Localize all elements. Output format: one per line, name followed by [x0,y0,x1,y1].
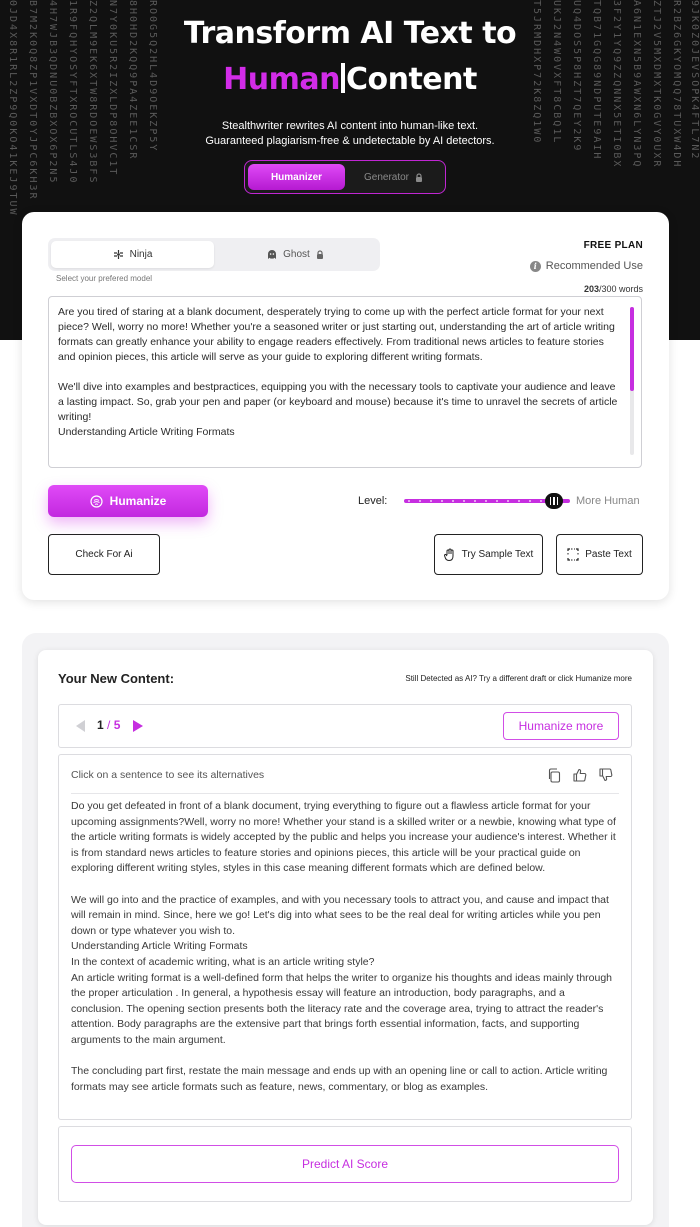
slider-tick [529,500,531,502]
output-sentence[interactable]: Understanding Article Writing Formats [71,940,248,953]
output-text-box [58,754,632,1120]
hero-title-rest: Content [345,62,477,97]
slider-tick [441,500,443,502]
hero-subtitle-line2: Guaranteed plagiarism-free & undetectable by AI detectors. [205,135,495,147]
text-cursor [341,63,345,93]
humanize-label: Humanize [109,494,167,508]
slider-tick [463,500,465,502]
matrix-decoration: 3F2Y1YQ9ZZQNNX5ETI0BX [611,0,622,169]
matrix-decoration: B7M2K0Q8ZP1VXDT0YJPC6KH3R [27,0,38,201]
draft-page-total: 5 [113,718,121,732]
thumbs-down-icon[interactable] [599,768,613,782]
model-ghost-label: Ghost [283,249,310,260]
check-for-ai-button[interactable] [48,534,160,575]
input-textarea[interactable] [48,296,642,468]
hero-title-line2 [0,62,700,97]
word-limit: /300 words [598,284,643,294]
info-icon: i [530,261,541,272]
hand-icon [444,548,456,561]
matrix-decoration: RO0G5Q2HL4D9OEKZP5Y [147,0,158,153]
output-sentence[interactable]: Do you get defeated in front of a blank document, trying everything to figure out a flawless article format for your upcoming assignments?Well, worry no more! Whether your stand is a skilled writer or a newbie, knowing what type of the article writing formats is widely accepted by the public and helps you increase your audience's interest. Whether it is from standard news articles to feature stories and opinions pieces, this article will be your practical guide on exploring different writing styles, styles in this case meaning different formats which are defined below. [71,800,616,875]
output-sentence[interactable]: We will go into and the practice of examples, and with you necessary tools to attract you, and cause and impact that will remain in mind. Since, here we go! Let's dig into what sees to be the real deal for writing articles while you pen down or type whatever you wish to. [71,893,609,937]
previous-draft-arrow-icon[interactable] [76,720,85,732]
output-sentence[interactable]: In the context of academic writing, what is an article writing style? [71,955,375,968]
recommended-use-label: Recommended Use [545,260,643,272]
output-sentence[interactable]: An article writing format is a well-defined form that helps the writer to organize his thoughts and ideas mainly through the proper articulation . In general, a hypothesis essay will feature an introduction, body paragraphs, and a conclusion. The opening section presents both the literacy rate and the coverage area, trying to attract the reader's attention. Body paragraphs are the extensive part that brings forth essential information, facts, and supporting arguments to the main argument. [71,971,613,1046]
lock-icon [415,173,423,182]
slider-tick [408,500,410,502]
ghost-icon [267,249,277,260]
level-slider[interactable] [404,496,570,506]
ninja-icon [113,249,124,260]
hero-title-line1: Transform AI Text to [183,16,517,51]
matrix-decoration: 0JD4X8R1RL2ZP9Q0KO41KEJ9TUW [7,0,18,217]
hero-subtitle-line1: Stealthwriter rewrites AI content into human-like text. [221,120,479,132]
draft-page-separator: / [107,718,111,732]
copy-icon[interactable] [547,768,561,783]
matrix-decoration: 4H7WJB3QDNU0BZBXOX6P2N5 [47,0,58,185]
humanize-more-button[interactable] [503,712,619,740]
slider-tick [540,500,542,502]
humanize-more-label: Humanize more [518,719,604,733]
matrix-decoration: Z2QLM9EK6XTW8RDOEWS3BFS [87,0,98,185]
matrix-decoration: 1R9FQHYOSYFTXROCUTLS4J0 [67,0,78,185]
output-card [38,650,653,1225]
level-value: More Human [576,495,640,507]
predict-section [58,1126,632,1202]
click-sentence-hint: Click on a sentence to see its alternatives [71,769,265,781]
output-title: Your New Content: [58,671,175,686]
recommended-use-link[interactable] [530,260,643,272]
matrix-decoration: 8H0HD2KQQ9PA4ZEE1CSR [127,0,138,161]
matrix-decoration: UKJ2N4W0VXFT8CBQ1L [551,0,562,145]
output-sentence[interactable]: The concluding part first, restate the main message and ends up with an opening line or call to action. Article writing formats may see article formats such as feature, news, commentary, or blog as examples. [71,1065,608,1093]
input-scrollbar-thumb[interactable] [630,307,634,391]
level-slider-thumb[interactable] [545,493,563,509]
check-for-ai-label: Check For Ai [75,549,133,560]
slider-tick [474,500,476,502]
output-actions [547,768,613,783]
paste-icon [567,548,579,561]
predict-ai-score-button[interactable] [71,1145,619,1183]
matrix-decoration: ZTJ2V5MXDMXTK0GVY0UXR [651,0,662,169]
humanize-icon [90,495,103,508]
output-divider [71,793,619,794]
slider-tick [518,500,520,502]
try-sample-button[interactable] [434,534,543,575]
slider-tick [430,500,432,502]
thumbs-up-icon[interactable] [573,768,587,782]
slider-tick [419,500,421,502]
word-count-value: 203 [583,284,599,294]
mode-humanizer-button[interactable] [248,164,345,190]
mode-humanizer-label: Humanizer [270,171,323,183]
mode-generator-label: Generator [363,171,410,183]
editor-card [22,212,669,600]
slider-tick [452,500,454,502]
model-hint: Select your prefered model [56,274,153,283]
matrix-decoration: 9JK0Z0JEVSOPK4FTL7N2 [689,0,700,161]
matrix-decoration: A6N1EXN5B9AWXN6LYN3PQ [631,0,642,169]
paste-text-label: Paste Text [585,549,632,560]
model-tab-ghost[interactable] [214,241,377,268]
mode-toggle [244,160,446,194]
input-paragraph: Understanding Article Writing Formats [58,426,235,438]
output-hint: Still Detected as AI? Try a different draft or click Humanize more [405,674,632,683]
predict-ai-score-label: Predict AI Score [301,1157,389,1171]
model-tabs [48,238,380,271]
matrix-decoration: T5JRMDHXP72K8ZQ1W0 [531,0,542,145]
next-draft-arrow-icon[interactable] [133,720,143,732]
model-tab-ninja[interactable] [51,241,214,268]
matrix-decoration: TQB71GQG89NDPUTE9AIH [591,0,602,161]
draft-page-current: 1 [97,718,104,732]
hero-title-accent: Human [223,62,340,97]
slider-tick [507,500,509,502]
matrix-decoration: UQ4DOS5P8HZT7QEY2K9 [571,0,582,153]
input-scrollbar[interactable] [630,307,634,455]
model-ninja-label: Ninja [129,249,153,260]
mode-generator-button[interactable] [345,164,442,190]
try-sample-label: Try Sample Text [461,549,534,560]
plan-label: FREE PLAN [583,240,643,251]
humanize-button[interactable] [48,485,208,517]
input-paragraph: Are you tired of staring at a blank document, desperately trying to come up with the perfect article format for your next piece? Well, worry no more! Whether you're a seasoned writer or just starting out, understanding the art of article writing formats can greatly enhance your ability to engage readers effectively. From traditional news articles to feature stories and opinion pieces, this article will serve as your guide to exploring different writing formats. [58,306,615,363]
matrix-decoration: R2BZ6GKYOMQQ78TUXW4DH [671,0,682,169]
draft-pager [58,704,632,748]
paste-text-button[interactable] [556,534,643,575]
word-count [584,284,643,294]
input-paragraph: We'll dive into examples and bestpractices, equipping you with the necessary tools to captivate your audience and leave a lasting impact. So, grab your pen and paper (or keyboard and mouse) because it's time to unravel the secrets of article writing! [58,381,618,423]
slider-tick [485,500,487,502]
slider-tick [496,500,498,502]
output-text [71,799,619,1095]
level-label: Level: [358,495,388,507]
draft-page-count [97,718,120,732]
matrix-decoration: N7Y0KU5R2IZXLDP8OHVC1T [107,0,118,177]
lock-icon [316,250,324,259]
